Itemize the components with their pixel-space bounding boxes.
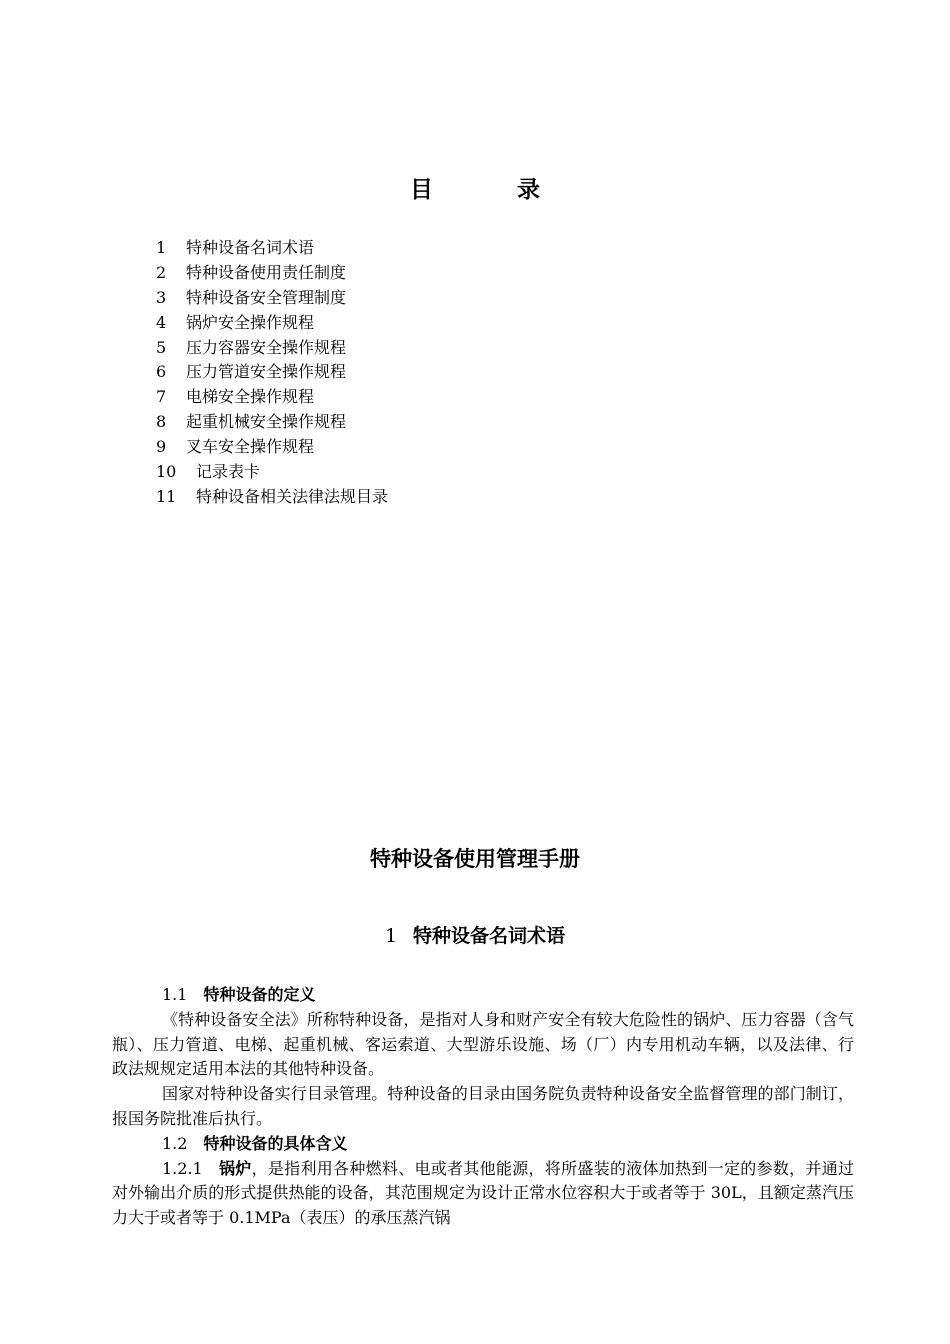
paragraph — [112, 1157, 854, 1231]
toc-item-number: 1 — [156, 238, 167, 257]
toc-item — [156, 236, 388, 261]
toc-item-label: 特种设备相关法律法规目录 — [196, 486, 389, 506]
paragraph: 国家对特种设备实行目录管理。特种设备的目录由国务院负责特种设备安全监督管理的部门制订，报国务院批准后执行。 — [112, 1084, 854, 1128]
toc-item-label: 起重机械安全操作规程 — [186, 412, 347, 432]
toc-item-label: 叉车安全操作规程 — [186, 437, 315, 457]
toc-item-number: 3 — [156, 287, 167, 307]
toc-item-number: 2 — [156, 262, 167, 282]
toc-item-number: 9 — [156, 437, 167, 457]
section-number: 1.1 — [162, 985, 188, 1004]
section-title: 特种设备的具体含义 — [203, 1133, 348, 1153]
section-heading — [112, 1132, 854, 1157]
toc-item — [156, 410, 388, 435]
toc-item-number: 4 — [156, 312, 167, 332]
toc-item — [156, 261, 388, 286]
toc-item-label: 电梯安全操作规程 — [186, 387, 315, 407]
chapter-body — [112, 983, 854, 1231]
paragraph: 《特种设备安全法》所称特种设备，是指对人身和财产安全有较大危险性的锅炉、压力容器（含气瓶）、压力管道、电梯、起重机械、客运索道、大型游乐设施、场（厂）内专用机动车辆，以及法律、行政法规规定适用本法的其他特种设备。 — [112, 1009, 854, 1079]
toc-item — [156, 385, 388, 410]
toc-item-number: 6 — [156, 362, 167, 382]
toc-title: 目 录 — [409, 177, 578, 203]
toc-item-label: 记录表卡 — [196, 462, 261, 482]
toc-item-label: 压力容器安全操作规程 — [186, 337, 347, 357]
section-number: 1.2 — [162, 1133, 188, 1153]
subsection-number: 1.2.1 — [162, 1158, 203, 1178]
toc-item-label: 压力管道安全操作规程 — [186, 362, 347, 382]
section-heading — [112, 983, 854, 1008]
toc-item — [156, 485, 388, 510]
toc-item-number: 5 — [156, 337, 167, 357]
toc-item — [156, 286, 388, 311]
manual-title: 特种设备使用管理手册 — [370, 847, 580, 871]
toc-item-label: 锅炉安全操作规程 — [186, 312, 315, 332]
toc-item-number: 11 — [156, 486, 177, 506]
toc-item — [156, 435, 388, 460]
toc-item-label: 特种设备安全管理制度 — [186, 287, 347, 307]
term-label: 锅炉 — [218, 1158, 252, 1178]
toc-item — [156, 336, 388, 361]
toc-item-number: 10 — [156, 462, 177, 482]
toc-item — [156, 460, 388, 485]
term-definition: ，是指利用各种燃料、电或者其他能源，将所盛装的液体加热到一定的参数，并通过对外输出介质的形式提供热能的设备，其范围规定为设计正常水位容积大于或者等于 30L，且额定蒸汽压力大于或者等于 0.1MPa（表压）的承压蒸汽锅 — [112, 1158, 854, 1228]
chapter-title: 特种设备名词术语 — [413, 925, 566, 947]
toc-list — [156, 236, 388, 510]
chapter-number: 1 — [384, 925, 398, 947]
toc-item — [156, 360, 388, 385]
toc-item-number: 8 — [156, 412, 167, 432]
chapter-heading — [0, 921, 950, 948]
toc-item-label: 特种设备使用责任制度 — [186, 262, 347, 282]
toc-item-label: 特种设备名词术语 — [186, 238, 315, 257]
toc-item-number: 7 — [156, 387, 167, 407]
section-title: 特种设备的定义 — [203, 985, 316, 1004]
toc-item — [156, 311, 388, 336]
